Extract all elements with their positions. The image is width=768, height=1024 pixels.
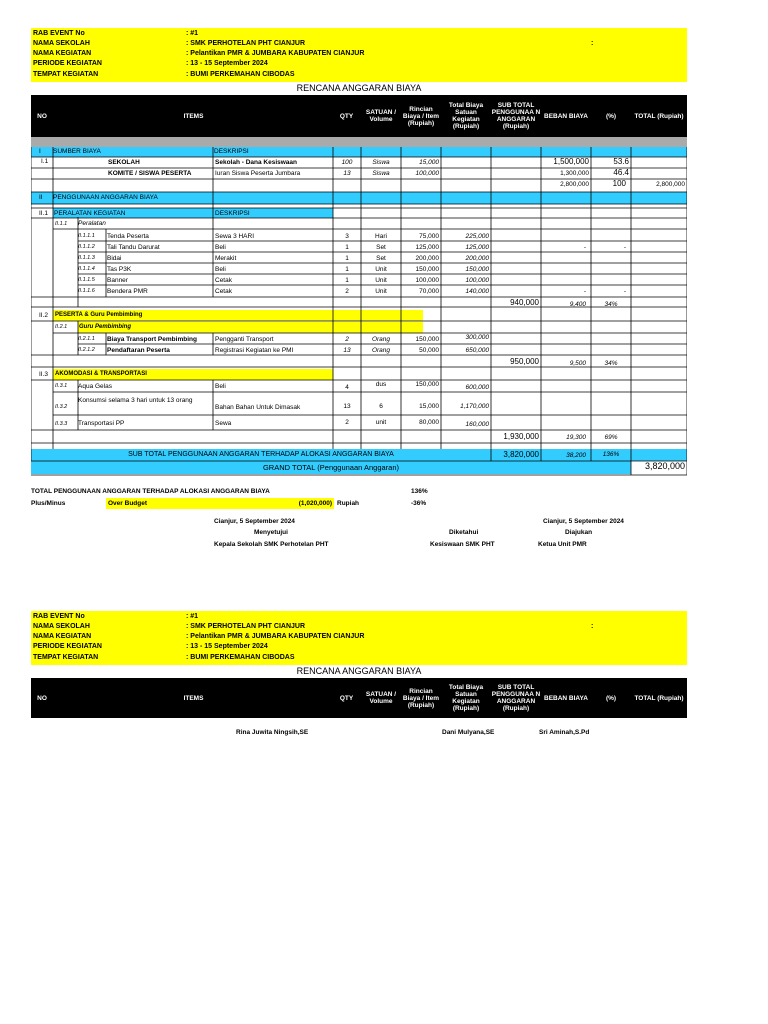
guru-1-total: 300,000 — [465, 334, 489, 341]
over-budget-pct: -36% — [411, 500, 427, 507]
header-label-rab: RAB EVENT No — [33, 30, 85, 37]
peralatan-desc-head: DESKRIPSI — [215, 210, 250, 217]
equip-3-desc: Merakit — [215, 255, 237, 262]
header-value-rab: : #1 — [186, 30, 199, 37]
column-header-row — [31, 95, 687, 137]
section1-no: I — [39, 148, 41, 155]
col-no: NO — [37, 112, 47, 120]
sign-approved: Menyetujui — [254, 529, 288, 536]
header-label-activity-repeat: NAMA KEGIATAN — [33, 633, 92, 640]
source-row-1-pct: 53.6 — [613, 157, 629, 166]
guru-2-no: II.2.1.2 — [78, 347, 95, 353]
page-title-repeat: RENCANA ANGGARAN BIAYA — [296, 666, 422, 676]
sign-name-left: Rina Juwita Ningsih,SE — [236, 729, 309, 736]
equip-4-total: 150,000 — [465, 266, 489, 273]
peserta-pct: 34% — [604, 360, 618, 367]
akom-2-no: II.3.2 — [55, 404, 68, 410]
akomodasi-beban: 19,300 — [566, 434, 586, 441]
subtotal-value: 3,820,000 — [503, 450, 539, 459]
equip-3-unit: Set — [376, 255, 386, 262]
equip-4-desc: Beli — [215, 266, 226, 273]
equip-4-item: Tas P3K — [107, 266, 132, 273]
header-value-activity: : Pelantikan PMR & JUMBARA KABUPATEN CIANJUR — [186, 50, 365, 57]
equip-2-desc: Beli — [215, 244, 226, 251]
akomodasi-label: AKOMODASI & TRANSPORTASI — [55, 371, 147, 377]
col-sub-total: SUB TOTAL PENGGUNAA N ANGGARAN (Rupiah) — [491, 102, 541, 130]
header-value-place-repeat: : BUMI PERKEMAHAN CIBODAS — [186, 654, 295, 661]
peserta-no: II.2 — [39, 312, 49, 319]
equip-1-qty: 3 — [345, 233, 349, 240]
peralatan-beban: 9,400 — [569, 301, 586, 308]
equip-5-no: II.1.1.5 — [78, 277, 95, 283]
equip-6-price: 70,000 — [419, 288, 439, 295]
equip-5-item: Banner — [107, 277, 128, 284]
akom-3-desc: Sewa — [215, 420, 232, 427]
source-row-1-desc: Sekolah - Dana Kesiswaan — [215, 159, 298, 166]
akomodasi-pct: 69% — [604, 434, 618, 441]
equip-5-total: 100,000 — [465, 277, 489, 284]
akom-2-desc: Bahan Bahan Untuk Dimasak — [215, 404, 301, 411]
col-qty-repeat: QTY — [339, 694, 354, 702]
equip-2-qty: 1 — [345, 244, 349, 251]
peralatan-label: PERALATAN KEGIATAN — [54, 210, 126, 217]
table-grid — [31, 147, 687, 477]
source-row-1-price: 15,000 — [419, 159, 439, 166]
sign-proposed: Diajukan — [565, 529, 593, 536]
equip-4-no: II.1.1.4 — [78, 266, 95, 272]
peserta-label: PESERTA & Guru Pembimbing — [55, 312, 143, 318]
sign-role-mid: Kesiswaan SMK PHT — [430, 541, 495, 548]
peralatan-sub-no: II.1.1 — [55, 221, 68, 227]
equip-1-unit: Hari — [375, 233, 387, 240]
header-label-period: PERIODE KEGIATAN — [33, 60, 102, 67]
col-qty: QTY — [339, 112, 354, 120]
source-sum-pct: 100 — [612, 179, 626, 188]
header-colon: : — [591, 40, 594, 47]
equip-3-total: 200,000 — [465, 255, 489, 262]
sign-role-left: Kepala Sekolah SMK Perhotelan PHT — [214, 541, 329, 548]
akom-2-price: 15,000 — [419, 403, 439, 410]
header-value-activity-repeat: : Pelantikan PMR & JUMBARA KABUPATEN CIANJUR — [186, 633, 365, 640]
col-rincian: Rincian Biaya / Item (Rupiah) — [402, 105, 440, 127]
guru-1-qty: 2 — [345, 336, 349, 343]
equip-5-price: 100,000 — [415, 277, 439, 284]
equip-2-total: 125,000 — [465, 244, 489, 251]
col-items-repeat: ITEMS — [183, 694, 204, 702]
equip-6-no: II.1.1.6 — [78, 288, 95, 294]
header-value-period: : 13 - 15 September 2024 — [186, 60, 268, 67]
col-rincian-repeat: Rincian Biaya / Item (Rupiah) — [402, 687, 440, 709]
equip-2-no: II.1.1.2 — [78, 244, 95, 250]
equip-6-qty: 2 — [345, 288, 349, 295]
source-row-1-item: SEKOLAH — [108, 159, 140, 166]
equip-1-total: 225,000 — [465, 233, 489, 240]
grand-total-value: 3,820,000 — [644, 461, 685, 471]
peserta-beban: 9,500 — [569, 360, 586, 367]
peralatan-no: II.1 — [39, 210, 49, 217]
event-header — [31, 28, 687, 82]
header-label-rab-repeat: RAB EVENT No — [33, 613, 85, 620]
guru-2-total: 650,000 — [465, 347, 489, 354]
equip-6-unit: Unit — [375, 288, 387, 295]
guru-1-unit: Orang — [371, 336, 391, 343]
equip-5-qty: 1 — [345, 277, 349, 284]
equip-4-qty: 1 — [345, 266, 349, 273]
akom-1-unit: dus — [375, 381, 387, 388]
akom-2-total: 1,170,000 — [460, 403, 489, 410]
source-row-2-pct: 46.4 — [613, 168, 629, 177]
col-total-repeat: TOTAL (Rupiah) — [634, 694, 684, 702]
equip-2-price: 125,000 — [415, 244, 439, 251]
source-sum-beban: 2,800,000 — [560, 181, 589, 188]
akom-3-item: Transportasi PP — [78, 420, 125, 427]
akom-3-price: 80,000 — [419, 419, 439, 426]
akomodasi-subtotal: 1,930,000 — [503, 432, 539, 441]
equip-2-pct: - — [623, 244, 626, 251]
equip-2-item: Tali Tandu Darurat — [107, 244, 160, 251]
page-title: RENCANA ANGGARAN BIAYA — [296, 83, 422, 93]
header-value-period-repeat: : 13 - 15 September 2024 — [186, 643, 268, 650]
over-budget-unit: Rupiah — [337, 500, 360, 507]
over-budget-status: Over Budget — [108, 500, 148, 507]
col-total: TOTAL (Rupiah) — [634, 112, 684, 120]
akom-1-desc: Beli — [215, 383, 226, 390]
summary-plusminus-label: Plus/Minus — [31, 500, 66, 507]
spacer-bar — [31, 137, 687, 147]
source-row-1-beban: 1,500,000 — [553, 157, 589, 166]
equip-2-beban: - — [583, 244, 586, 251]
source-row-1-qty: 100 — [341, 159, 353, 166]
akomodasi-no: II.3 — [39, 371, 49, 378]
section1-desc-head: DESKRIPSI — [214, 148, 249, 155]
subtotal-pct: 136% — [602, 451, 620, 458]
header-value-rab-repeat: : #1 — [186, 613, 199, 620]
equip-6-desc: Cetak — [215, 288, 232, 295]
summary-line1-pct: 136% — [411, 488, 428, 495]
akom-2-qty: 13 — [343, 403, 351, 410]
col-satuan-repeat: SATUAN / Volume — [365, 691, 397, 705]
guru-2-unit: Orang — [371, 347, 391, 354]
equip-3-price: 200,000 — [415, 255, 439, 262]
equip-2-unit: Set — [376, 244, 386, 251]
equip-4-price: 150,000 — [415, 266, 439, 273]
akom-2-unit: 6 — [379, 403, 383, 410]
header-value-place: : BUMI PERKEMAHAN CIBODAS — [186, 71, 295, 78]
source-row-2-unit: Siswa — [372, 170, 390, 177]
col-total-biaya: Total Biaya Satuan Kegiatan (Rupiah) — [448, 102, 484, 130]
equip-5-desc: Cetak — [215, 277, 232, 284]
equip-4-unit: Unit — [375, 266, 387, 273]
col-items: ITEMS — [183, 112, 204, 120]
header-label-place: TEMPAT KEGIATAN — [33, 71, 99, 78]
akom-1-item: Aqua Gelas — [78, 383, 112, 390]
col-beban-repeat: BEBAN BIAYA — [544, 694, 588, 702]
section1-sub-no: I.1 — [41, 158, 49, 165]
equip-1-no: II.1.1.1 — [78, 233, 95, 239]
guru-sub-no: II.2.1 — [55, 324, 68, 330]
equip-3-qty: 1 — [345, 255, 349, 262]
equip-6-item: Bendera PMR — [107, 288, 148, 295]
header-label-period-repeat: PERIODE KEGIATAN — [33, 643, 102, 650]
source-row-2-item: KOMITE / SISWA PESERTA — [108, 170, 192, 177]
header-label-school-repeat: NAMA SEKOLAH — [33, 623, 90, 630]
akom-1-qty: 4 — [345, 384, 349, 391]
equip-3-item: Bidai — [107, 255, 122, 262]
sign-name-mid: Dani Mulyana,SE — [442, 729, 495, 736]
equip-6-pct: - — [623, 288, 626, 295]
akom-2-item: Konsumsi selama 3 hari untuk 13 orang — [78, 397, 193, 404]
peserta-subtotal: 950,000 — [510, 357, 539, 366]
guru-1-no: II.2.1.1 — [78, 336, 95, 342]
peralatan-sub-label: Peralatan — [78, 220, 106, 227]
subtotal-label: SUB TOTAL PENGGUNAAN ANGGARAN TERHADAP ALOKASI ANGGARAN BIAYA — [128, 451, 394, 458]
equip-6-total: 140,000 — [465, 288, 489, 295]
equip-5-unit: Unit — [375, 277, 387, 284]
akom-1-price: 150,000 — [415, 381, 439, 388]
col-total-biaya-repeat: Total Biaya Satuan Kegiatan (Rupiah) — [448, 684, 484, 712]
equip-1-item: Tenda Peserta — [107, 233, 149, 240]
column-header-row-repeat — [31, 678, 687, 718]
sign-date-left: Cianjur, 5 September 2024 — [214, 518, 295, 525]
col-satuan: SATUAN / Volume — [365, 109, 397, 123]
grand-total-label: GRAND TOTAL (Penggunaan Anggaran) — [262, 463, 400, 472]
header-value-school: : SMK PERHOTELAN PHT CIANJUR — [186, 40, 306, 47]
source-row-2-qty: 13 — [343, 170, 351, 177]
source-sum-total: 2,800,000 — [656, 181, 685, 188]
section1-label: SUMBER BIAYA — [53, 148, 101, 155]
sign-date-right: Cianjur, 5 September 2024 — [543, 518, 624, 525]
akom-3-unit: unit — [375, 419, 387, 426]
guru-2-item: Pendaftaran Peserta — [107, 347, 170, 354]
peralatan-subtotal: 940,000 — [510, 298, 539, 307]
col-persen: (%) — [605, 112, 617, 120]
source-row-2-desc: Iuran Siswa Peserta Jumbara — [215, 170, 301, 177]
header-label-school: NAMA SEKOLAH — [33, 40, 90, 47]
equip-1-price: 75,000 — [419, 233, 439, 240]
guru-2-desc: Registrasi Kegiatan ke PMI — [215, 347, 294, 354]
col-persen-repeat: (%) — [605, 694, 617, 702]
akom-3-no: II.3.3 — [55, 421, 68, 427]
subtotal-beban: 38,200 — [566, 452, 586, 459]
akom-3-total: 160,000 — [465, 421, 489, 428]
summary-line1: TOTAL PENGGUNAAN ANGGARAN TERHADAP ALOKASI ANGGARAN BIAYA — [31, 488, 270, 495]
equip-3-no: II.1.1.3 — [78, 255, 95, 261]
equip-6-beban: - — [583, 288, 586, 295]
section2-no: II — [39, 194, 43, 201]
guru-1-price: 150,000 — [415, 336, 439, 343]
sign-known: Diketahui — [449, 529, 479, 536]
akom-1-total: 600,000 — [465, 384, 489, 391]
source-row-2-price: 100,000 — [415, 170, 439, 177]
guru-2-price: 50,000 — [419, 347, 439, 354]
akom-1-no: II.3.1 — [55, 383, 68, 389]
over-budget-amount: (1,020,000) — [298, 500, 332, 507]
header-label-activity: NAMA KEGIATAN — [33, 50, 92, 57]
akom-3-qty: 2 — [345, 419, 349, 426]
header-colon-repeat: : — [591, 623, 594, 630]
budget-table — [31, 147, 687, 477]
col-beban: BEBAN BIAYA — [544, 112, 588, 120]
equip-1-desc: Sewa 3 HARI — [215, 233, 255, 240]
header-label-place-repeat: TEMPAT KEGIATAN — [33, 654, 99, 661]
guru-1-item: Biaya Transport Pembimbing — [107, 336, 197, 343]
guru-sub-label: Guru Pembimbing — [79, 324, 132, 330]
section2-label: PENGGUNAAN ANGGARAN BIAYA — [53, 194, 158, 201]
header-value-school-repeat: : SMK PERHOTELAN PHT CIANJUR — [186, 623, 306, 630]
guru-1-desc: Pengganti Transport — [215, 336, 274, 343]
sign-role-right: Ketua Unit PMR — [538, 541, 587, 548]
sign-name-right: Sri Aminah,S.Pd — [539, 729, 590, 736]
col-no-repeat: NO — [37, 694, 47, 702]
guru-2-qty: 13 — [343, 347, 351, 354]
source-row-2-beban: 1,300,000 — [560, 170, 589, 177]
peralatan-pct: 34% — [604, 301, 618, 308]
event-header-repeat — [31, 611, 687, 665]
col-sub-total-repeat: SUB TOTAL PENGGUNAA N ANGGARAN (Rupiah) — [491, 684, 541, 712]
source-row-1-unit: Siswa — [372, 159, 390, 166]
